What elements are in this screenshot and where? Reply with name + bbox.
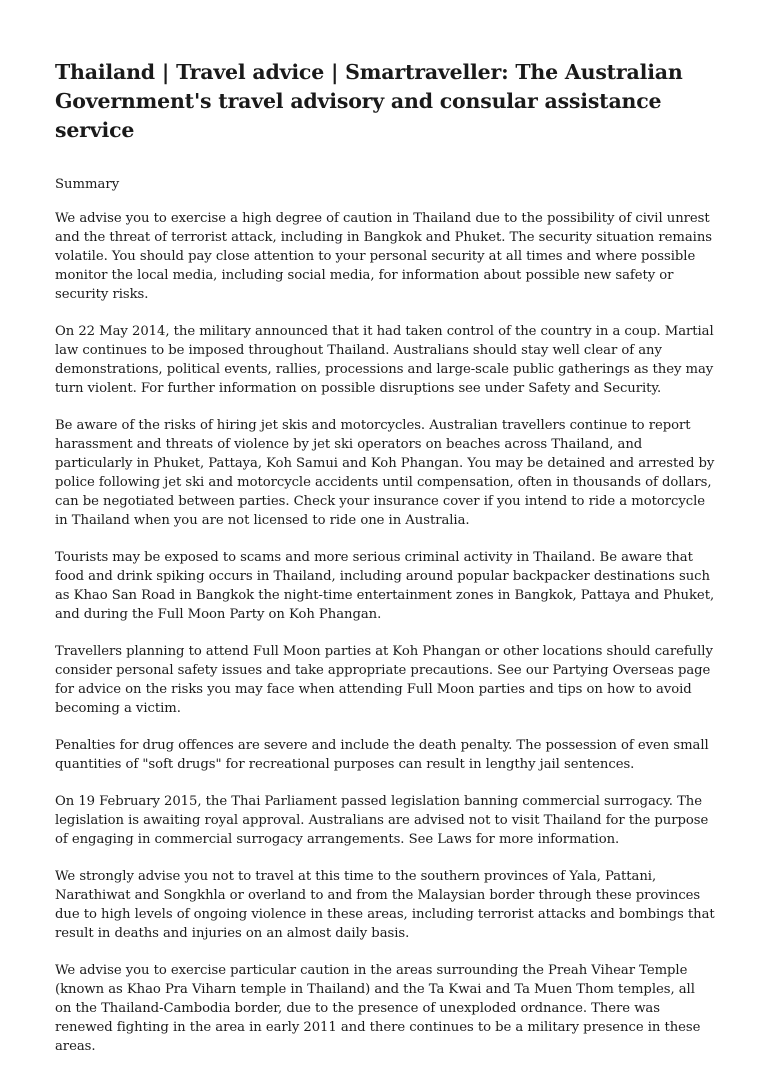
section-heading-summary: Summary bbox=[55, 177, 120, 192]
paragraph-southern-provinces: We strongly advise you not to travel at this time to the southern provinces of Yala, Pattani, Narathiwat and Songkhla or overland to and from the Malaysian border through these provinces due to high levels of ongoing violence in these areas, including terrorist attacks and bombings that result in deaths and injuries on an almost daily basis. bbox=[55, 869, 715, 941]
paragraph-drug-penalties: Penalties for drug offences are severe and include the death penalty. The possession of even small quantities of "soft drugs" for recreational purposes can result in lengthy jail sentences. bbox=[55, 738, 709, 772]
paragraph-military-coup: On 22 May 2014, the military announced that it had taken control of the country in a coup. Martial law continues to be imposed throughout Thailand. Australians should stay well clear of any demonstrations, political events, rallies, processions and large-scale public gatherings as they may turn violent. For further information on possible disruptions see under Safety and Security. bbox=[55, 324, 714, 396]
document-page bbox=[55, 58, 715, 1074]
paragraph-surrogacy: On 19 February 2015, the Thai Parliament passed legislation banning commercial surrogacy. The legislation is awaiting royal approval. Australians are advised not to visit Thailand for the purpose of engaging in commercial surrogacy arrangements. See Laws for more information. bbox=[55, 794, 709, 847]
paragraph-full-moon-parties: Travellers planning to attend Full Moon parties at Koh Phangan or other locations should carefully consider personal safety issues and take appropriate precautions. See our Partying Overseas page for advice on the risks you may face when attending Full Moon parties and tips on how to avoid becoming a victim. bbox=[55, 644, 713, 716]
paragraph-civil-unrest: We advise you to exercise a high degree of caution in Thailand due to the possibility of civil unrest and the threat of terrorist attack, including in Bangkok and Phuket. The security situation remains volatile. You should pay close attention to your personal security at all times and where possible monitor the local media, including social media, for information about possible new safety or security risks. bbox=[55, 211, 712, 302]
paragraph-preah-vihear: We advise you to exercise particular caution in the areas surrounding the Preah Vihear Temple (known as Khao Pra Viharn temple in Thailand) and the Ta Kwai and Ta Muen Thom temples, all on the Thailand-Cambodia border, due to the presence of unexploded ordnance. There was renewed fighting in the area in early 2011 and there continues to be a military presence in these areas. bbox=[55, 963, 701, 1054]
document-title: Thailand | Travel advice | Smartraveller: The Australian Government's travel advisory and consular assistance service bbox=[55, 60, 683, 142]
paragraph-scams-spiking: Tourists may be exposed to scams and more serious criminal activity in Thailand. Be aware that food and drink spiking occurs in Thailand, including around popular backpacker destinations such as Khao San Road in Bangkok the night-time entertainment zones in Bangkok, Pattaya and Phuket, and during the Full Moon Party on Koh Phangan. bbox=[55, 550, 715, 622]
paragraph-jet-ski-motorcycle: Be aware of the risks of hiring jet skis and motorcycles. Australian travellers continue to report harassment and threats of violence by jet ski operators on beaches across Thailand, and particularly in Phuket, Pattaya, Koh Samui and Koh Phangan. You may be detained and arrested by police following jet ski and motorcycle accidents until compensation, often in thousands of dollars, can be negotiated between parties. Check your insurance cover if you intend to ride a motorcycle in Thailand when you are not licensed to ride one in Australia. bbox=[55, 418, 715, 528]
